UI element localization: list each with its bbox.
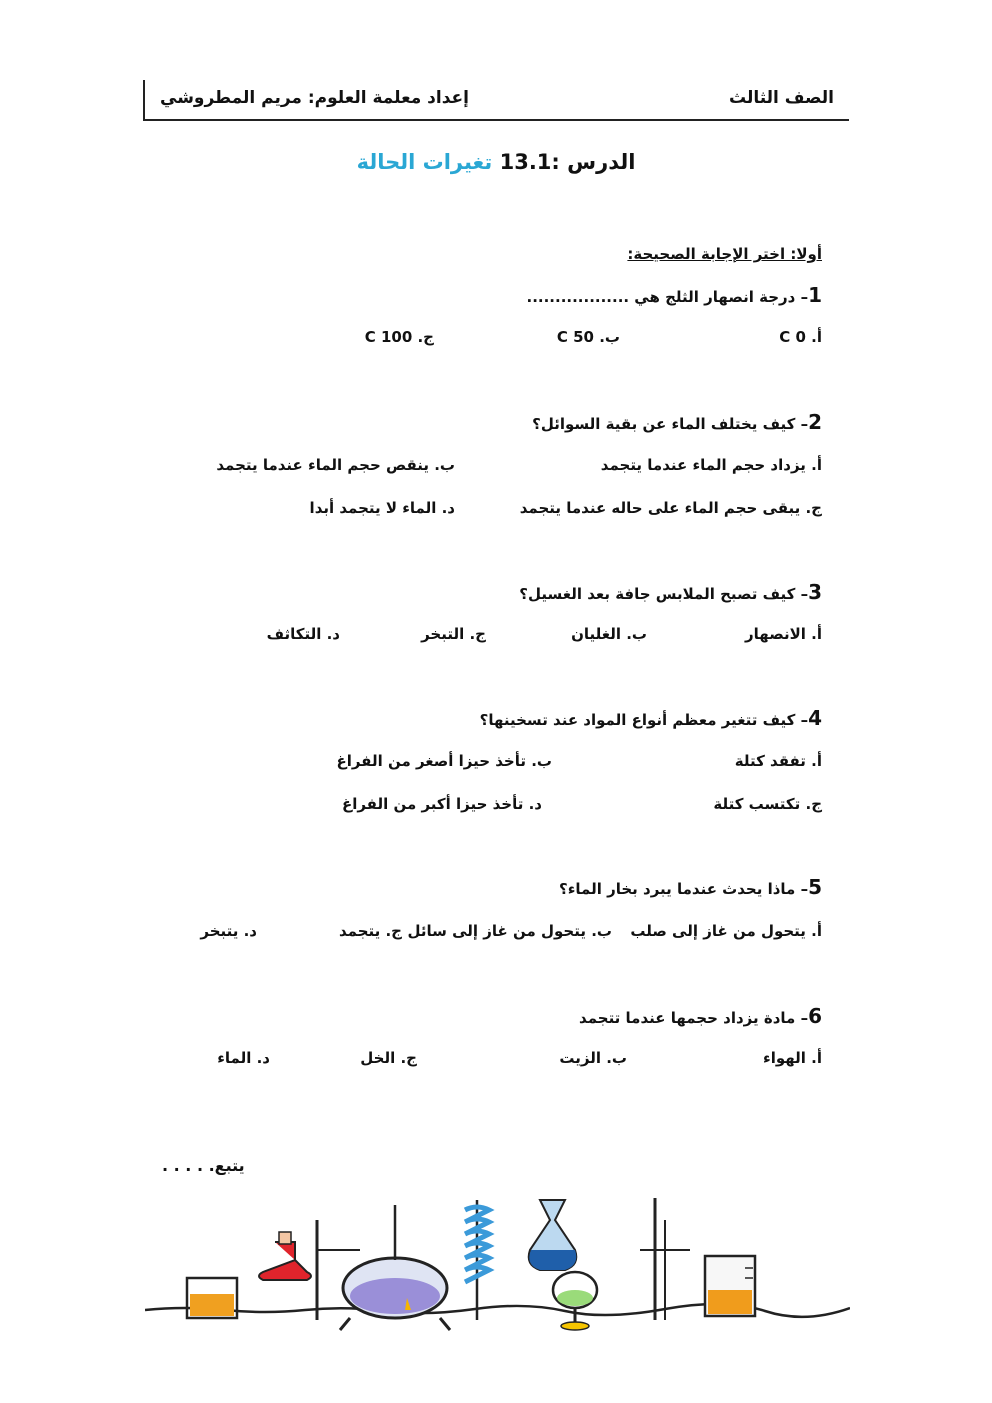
q2-option-b[interactable]: ب. ينقص حجم الماء عندما يتجمد [216, 456, 455, 474]
grade-label: الصف الثالث [728, 88, 834, 108]
question-text: – ماذا يحدث عندما يبرد بخار الماء؟ [559, 880, 809, 898]
lesson-number: 13.1: [499, 150, 560, 174]
lesson-prefix: الدرس [567, 150, 636, 174]
continued-label: يتبع. . . . . [162, 1156, 245, 1175]
teacher-credit: إعداد معلمة العلوم: مريم المطروشي [160, 88, 469, 108]
question-1 [527, 283, 822, 307]
question-4 [480, 706, 822, 730]
round-flask-icon [340, 1205, 450, 1330]
q2-option-d[interactable]: د. الماء لا يتجمد أبدا [309, 499, 455, 517]
header-rule [143, 119, 849, 121]
q4-option-a[interactable]: أ. تفقد كتلة [734, 752, 822, 770]
question-number: 6 [808, 1004, 822, 1028]
q3-option-b[interactable]: ب. الغليان [571, 625, 647, 643]
question-text: – كيف يختلف الماء عن بقية السوائل؟ [532, 415, 809, 433]
q3-option-c[interactable]: ج. التبخر [421, 625, 486, 643]
lab-equipment-illustration [145, 1190, 850, 1340]
q6-option-d[interactable]: د. الماء [217, 1049, 270, 1067]
q6-option-b[interactable]: ب. الزيت [559, 1049, 627, 1067]
q1-option-b[interactable]: ب. 50 C [556, 328, 620, 346]
q4-option-c[interactable]: ج. تكتسب كتلة [713, 795, 822, 813]
page-title [0, 150, 992, 174]
question-text: – مادة يزداد حجمها عندما تتجمد [579, 1009, 809, 1027]
beaker-icon [187, 1278, 237, 1318]
q3-option-a[interactable]: أ. الانصهار [745, 625, 822, 643]
q6-option-a[interactable]: أ. الهواء [763, 1049, 822, 1067]
coil-condenser-icon [465, 1200, 489, 1320]
q5-option-b[interactable]: ب. يتحول من غاز إلى سائل [407, 922, 612, 940]
q5-option-a[interactable]: أ. يتحول من غاز إلى صلب [630, 922, 822, 940]
measuring-beaker-icon [705, 1256, 755, 1316]
q5-option-c[interactable]: ج. يتجمد [338, 922, 402, 940]
question-5 [559, 875, 822, 899]
section-title: أولا: اختر الإجابة الصحيحة: [627, 245, 822, 263]
q3-option-d[interactable]: د. التكاثف [266, 625, 340, 643]
q2-option-a[interactable]: أ. يزداد حجم الماء عندما يتجمد [600, 456, 822, 474]
header-left-border [143, 80, 145, 121]
question-text: – كيف تصبح الملابس جافة بعد الغسيل؟ [519, 585, 809, 603]
q6-option-c[interactable]: ج. الخل [360, 1049, 417, 1067]
question-number: 1 [808, 283, 822, 307]
flask-icon [259, 1220, 360, 1320]
question-number: 4 [808, 706, 822, 730]
question-6 [579, 1004, 822, 1028]
question-3 [519, 580, 822, 604]
question-number: 3 [808, 580, 822, 604]
q1-option-c[interactable]: ج. 100 C [364, 328, 434, 346]
q5-option-d[interactable]: د. يتبخر [200, 922, 257, 940]
question-text: – درجة انصهار الثلج هي .................. [526, 288, 809, 306]
question-2 [532, 410, 822, 434]
q4-option-d[interactable]: د. تأخذ حيزا أكبر من الفراغ [341, 795, 542, 813]
q1-option-a[interactable]: أ. 0 C [779, 328, 822, 346]
question-number: 2 [808, 410, 822, 434]
q4-option-b[interactable]: ب. تأخذ حيزا أصغر من الفراغ [336, 752, 552, 770]
question-number: 5 [808, 875, 822, 899]
q2-option-c[interactable]: ج. يبقى حجم الماء على حاله عندما يتجمد [519, 499, 822, 517]
question-text: – كيف تتغير معظم أنواع المواد عند تسخينها؟ [479, 711, 809, 729]
distillation-column-icon [640, 1198, 690, 1320]
lesson-name: تغيرات الحالة [356, 150, 493, 174]
